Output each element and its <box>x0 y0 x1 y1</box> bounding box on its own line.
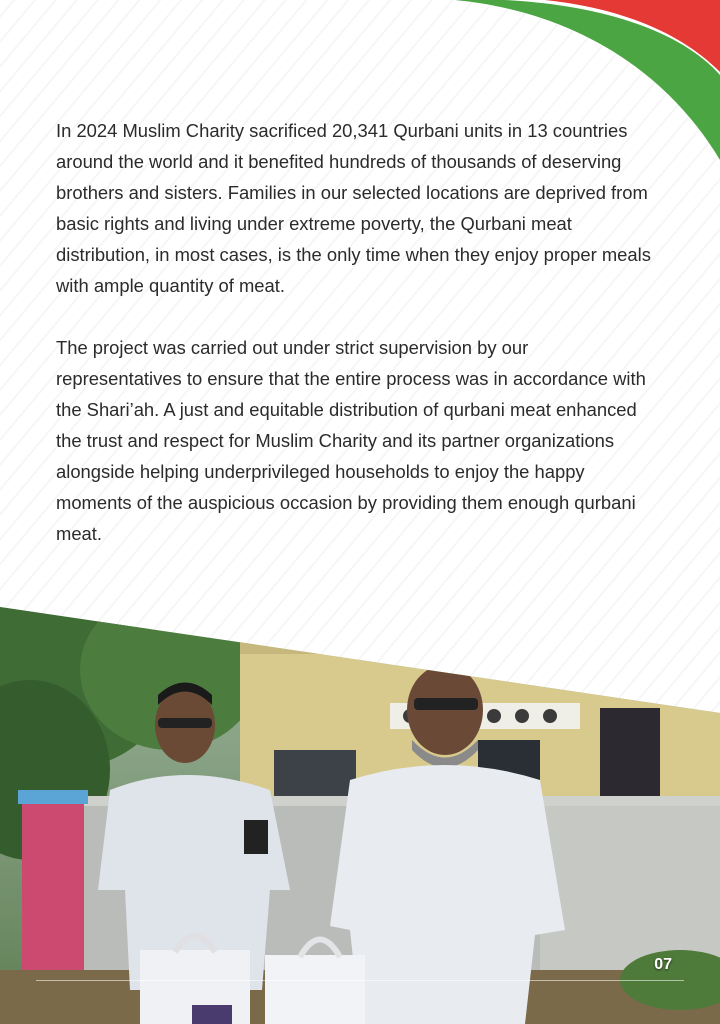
footer-rule <box>36 980 684 981</box>
body-paragraph-1: In 2024 Muslim Charity sacrificed 20,341 Qurbani units in 13 countries around the world and it benefited hundreds of thousands of deserving brothers and sisters. Families in our selected locations are deprived from basic rights and living under extreme poverty, the Qurbani meat distribution, in most cases, is the only time when they enjoy proper meals with ample quantity of meat. <box>56 120 651 296</box>
body-paragraph-2: The project was carried out under strict supervision by our representatives to ensure that the entire process was in accordance with the Shari’ah. A just and equitable distribution of qurbani meat enhanced the trust and respect for Muslim Charity and its partner organizations alongside helping underprivileged households to enjoy the happy moments of the auspicious occasion by providing them enough qurbani meat. <box>56 337 646 544</box>
page-number: 07 <box>654 956 672 973</box>
distribution-photo <box>0 600 720 1024</box>
